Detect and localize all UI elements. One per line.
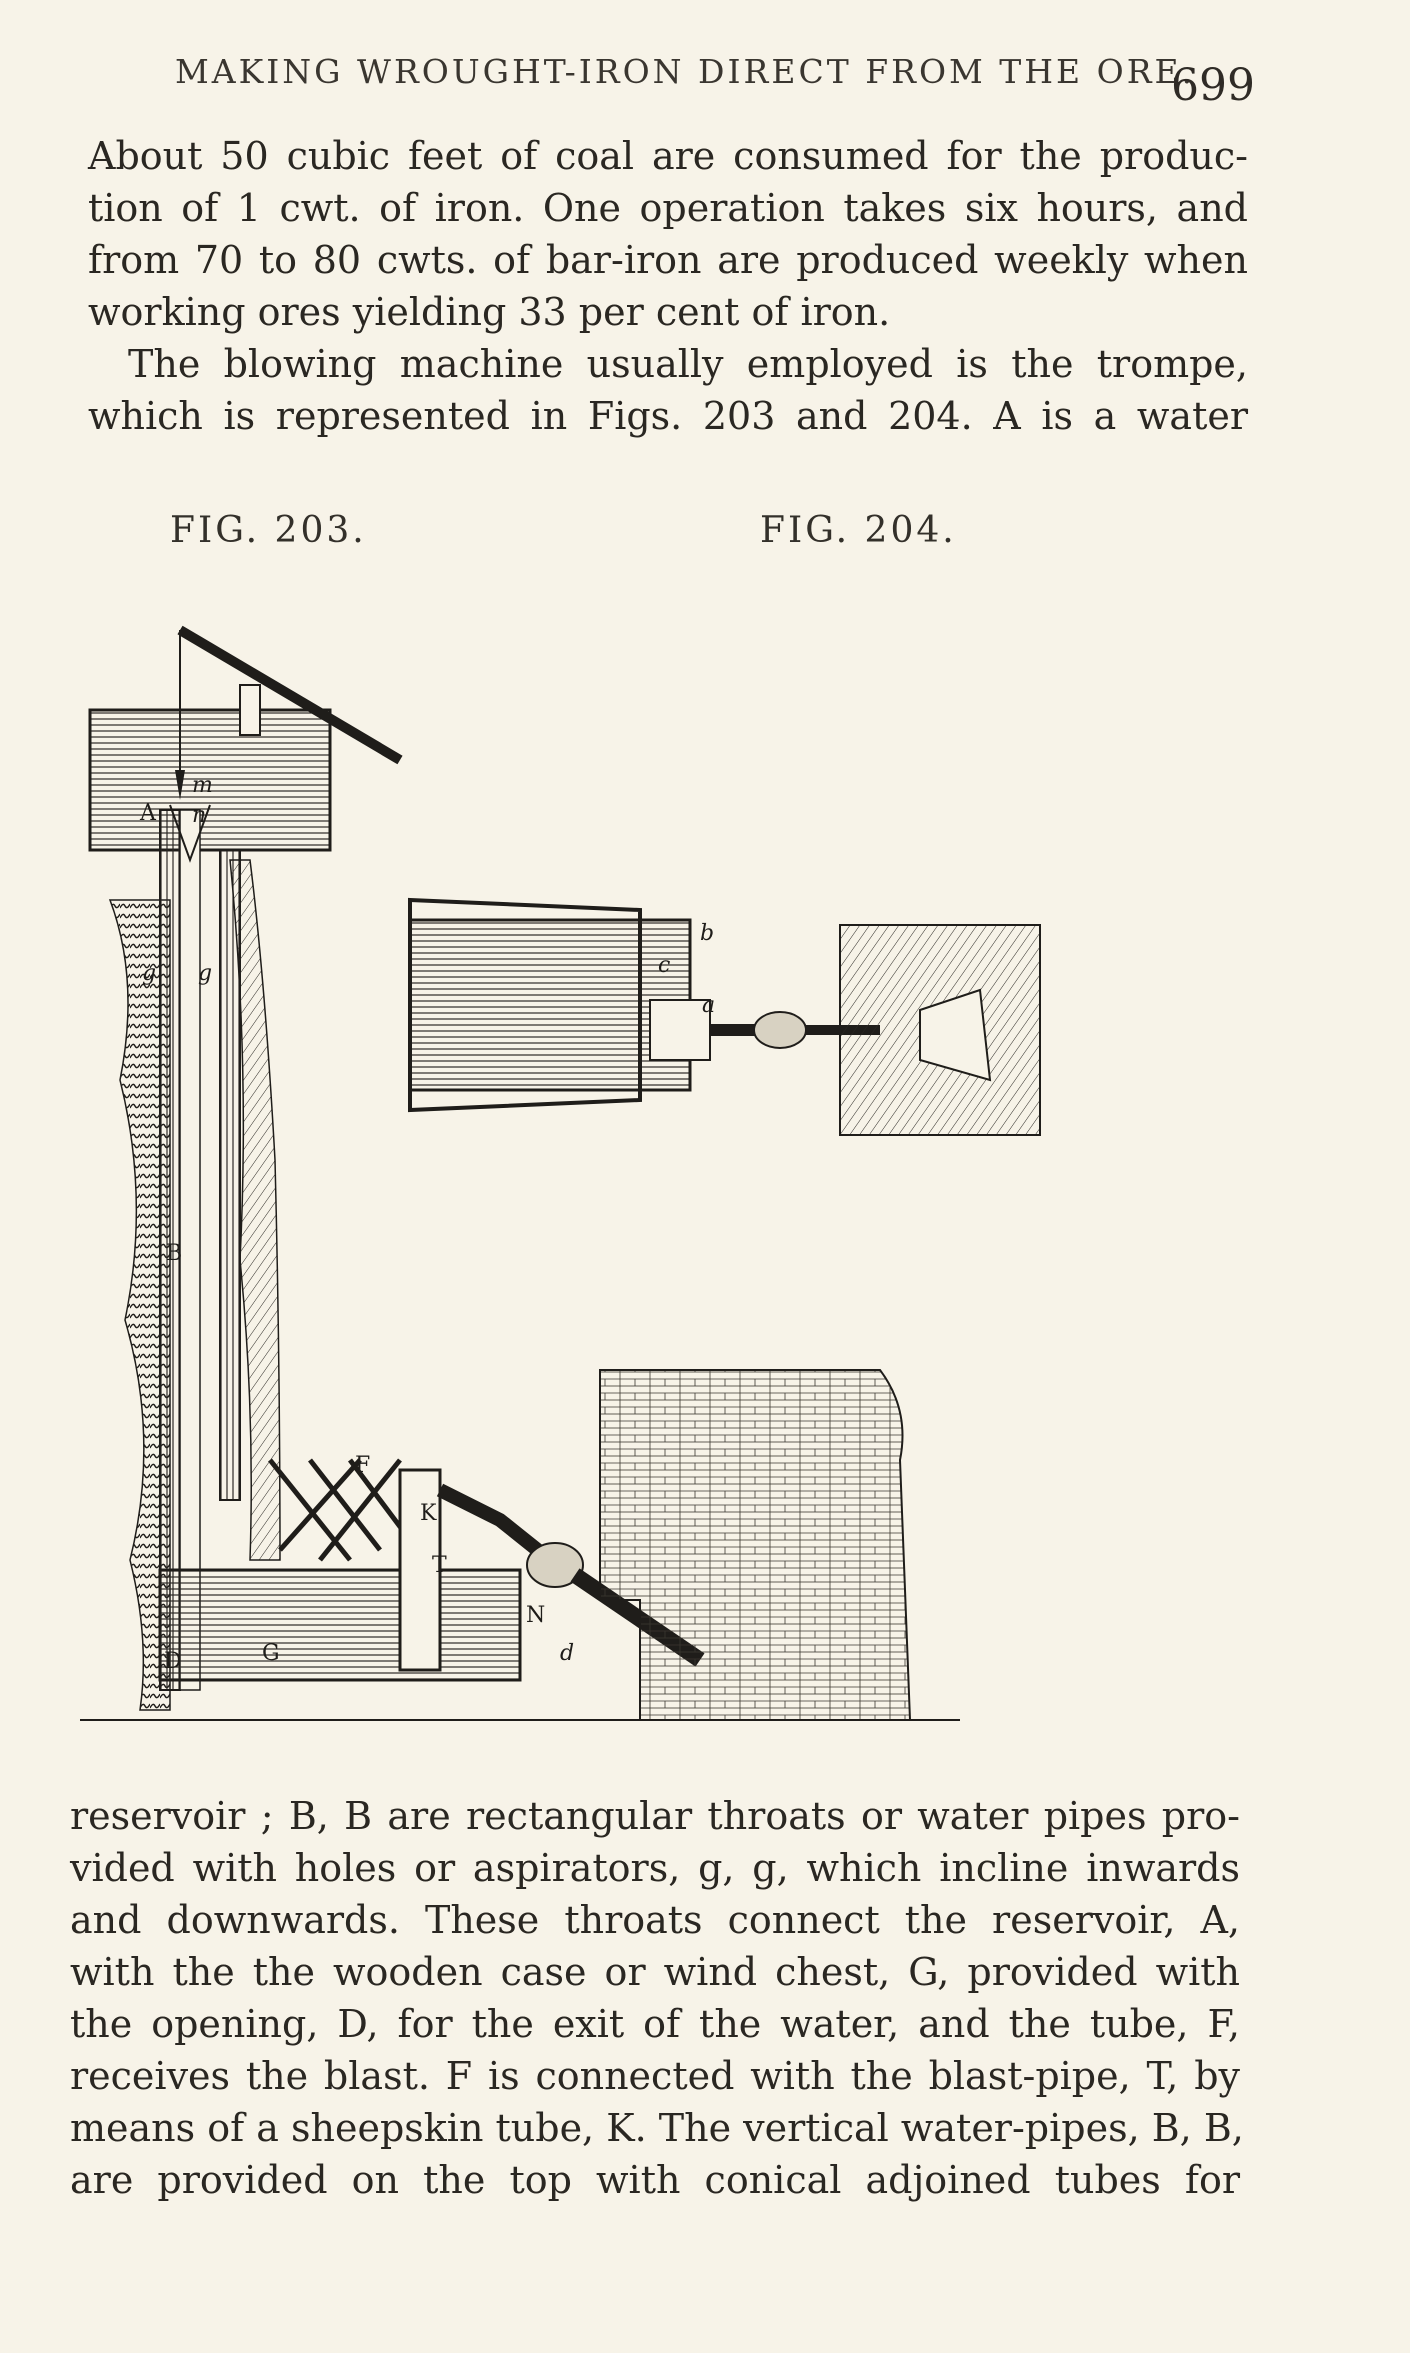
- label-a: a: [702, 993, 716, 1018]
- label-F: F: [355, 1453, 371, 1478]
- label-b: b: [700, 921, 715, 946]
- label-g-right: g: [198, 961, 213, 986]
- running-head: MAKING WROUGHT-IRON DIRECT FROM THE ORE.: [175, 52, 1196, 91]
- trompe-engraving: [80, 560, 1130, 1760]
- label-B: B: [166, 1241, 183, 1266]
- label-K: K: [420, 1501, 437, 1526]
- text-line: About 50 cubic feet of coal are consumed for the produc-: [88, 134, 1248, 178]
- bottom-paragraph: [70, 1790, 1244, 2206]
- page-number: 699: [1171, 60, 1255, 111]
- label-G: G: [262, 1641, 280, 1666]
- label-N: N: [526, 1603, 546, 1628]
- text-line: with the the wooden case or wind chest, G, provided with: [70, 1950, 1240, 1994]
- figure-203-caption: FIG. 203.: [170, 510, 367, 551]
- label-m: m: [192, 773, 213, 798]
- figure-204-caption: FIG. 204.: [760, 510, 957, 551]
- label-n: n: [192, 803, 207, 828]
- figure-204: [410, 900, 1040, 1135]
- top-paragraph: [88, 130, 1248, 442]
- text-line: vided with holes or aspirators, g, g, which incline inwards: [70, 1846, 1240, 1890]
- text-line: the opening, D, for the exit of the water, and the tube, F,: [70, 2002, 1240, 2046]
- text-line: which is represented in Figs. 203 and 204. A is a water: [88, 394, 1248, 438]
- label-d: d: [560, 1641, 575, 1666]
- text-line: means of a sheepskin tube, K. The vertical water-pipes, B, B,: [70, 2106, 1244, 2150]
- text-line: The blowing machine usually employed is the trompe,: [128, 342, 1248, 386]
- label-g-left: g: [142, 961, 157, 986]
- text-line: reservoir ; B, B are rectangular throats or water pipes pro-: [70, 1794, 1240, 1838]
- label-D: D: [164, 1649, 182, 1674]
- text-line: from 70 to 80 cwts. of bar-iron are produced weekly when: [88, 238, 1248, 282]
- text-line: tion of 1 cwt. of iron. One operation takes six hours, and: [88, 186, 1248, 230]
- text-line: receives the blast. F is connected with the blast-pipe, T, by: [70, 2054, 1240, 2098]
- label-A: A: [140, 801, 156, 826]
- label-c: c: [658, 953, 671, 978]
- text-line: are provided on the top with conical adjoined tubes for: [70, 2158, 1240, 2202]
- text-line: and downwards. These throats connect the reservoir, A,: [70, 1898, 1240, 1942]
- label-T: T: [432, 1553, 447, 1578]
- text-line: working ores yielding 33 per cent of iron.: [88, 290, 891, 334]
